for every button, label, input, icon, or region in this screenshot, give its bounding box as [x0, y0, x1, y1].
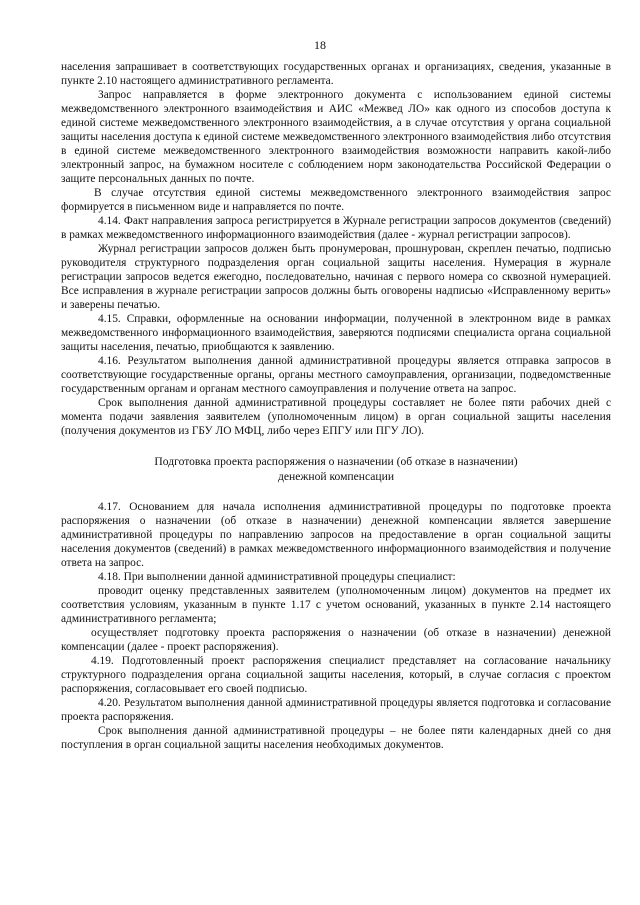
paragraph-request-form: Запрос направляется в форме электронного документа с использованием единой системы межведомственного электронного взаимодействия и АИС «Межвед ЛО» как одного из способов доступа к единой системе межведомственного электронного взаимодействия, а в случае отсутствия у органа социальной защиты населения доступа к единой системе межведомственного электронного взаимодействия либо отсутствия в единой системе межведомственного электронного взаимодействия возможности направить какой-либо электронный запрос, на бумажном носителе с соблюдением норм законодательства Российской Федерации о защите персональных данных по почте.: [61, 89, 611, 185]
paragraph-preparation: осуществляет подготовку проекта распоряжения о назначении (об отказе в назначении) денежной компенсации (далее - проект распоряжения).: [61, 627, 611, 653]
paragraph-deadline-1: Срок выполнения данной административной процедуры составляет не более пяти рабочих дней с момента подачи заявления заявителем (уполномоченным лицом) в орган социальной защиты населения (получения документов из ГБУ ЛО МФЦ, либо через ЕПГУ или ПГУ ЛО).: [61, 397, 611, 437]
paragraph-4-20: 4.20. Результатом выполнения данной административной процедуры является подготовка и согласование проекта распоряжения.: [61, 697, 611, 723]
paragraph-4-15: 4.15. Справки, оформленные на основании информации, полученной в электронном виде в рамках межведомственного информационного взаимодействия, заверяются подписями специалиста органа социальной защиты населения, печатью, приобщаются к заявлению.: [61, 313, 611, 353]
paragraph-4-18: 4.18. При выполнении данной административной процедуры специалист:: [98, 571, 456, 583]
document-body: [61, 60, 611, 752]
paragraph-4-19: 4.19. Подготовленный проект распоряжения специалист представляет на согласование начальнику структурного подразделения органа социальной защиты населения, который, в случае согласия с проектом распоряжения, согласовывает его своей подписью.: [61, 655, 611, 695]
paragraph-continuation: населения запрашивает в соответствующих государственных органах и организациях, сведения, указанные в пункте 2.10 настоящего административного регламента.: [61, 61, 611, 87]
section-heading: [61, 454, 611, 484]
section-heading-line-2: денежной компенсации: [277, 470, 395, 483]
paragraph-4-16: 4.16. Результатом выполнения данной административной процедуры является отправка запросов в соответствующие государственные органы, органы местного самоуправления, организации, подведомственные государственным органам и органам местного самоуправления и получение ответа на запрос.: [61, 355, 611, 395]
paragraph-4-17: 4.17. Основанием для начала исполнения административной процедуры по подготовке проекта распоряжения о назначении (об отказе в назначении) денежной компенсации является завершение административной процедуры по направлению запросов на предоставление в орган социальной защиты населения документов (сведений) в рамках межведомственного информационного взаимодействия и получение ответа на запрос.: [61, 501, 611, 569]
page-number: 18: [314, 38, 326, 52]
paragraph-journal: Журнал регистрации запросов должен быть пронумерован, прошнурован, скреплен печатью, подписью руководителя структурного подразделения орган социальной защиты населения. Нумерация в журнале регистрации запросов ведется ежегодно, последовательно, начиная с первого номера со сквозной нумерацией. Все исправления в журнале регистрации запросов должны быть оговорены надписью «Исправленному верить» и заверены печатью.: [61, 243, 611, 311]
paragraph-assessment: проводит оценку представленных заявителем (уполномоченным лицом) документов на предмет их соответствия условиям, указанным в пункте 1.17 с учетом оснований, указанных в пункте 2.14 настоящего административного регламента;: [61, 585, 611, 625]
paragraph-4-14: 4.14. Факт направления запроса регистрируется в Журнале регистрации запросов документов (сведений) в рамках межведомственного информационного взаимодействия (далее - журнал регистрации запросов).: [61, 215, 611, 241]
paragraph-deadline-2: Срок выполнения данной административной процедуры – не более пяти календарных дней со дня поступления в орган социальной защиты населения необходимых документов.: [61, 725, 611, 751]
section-heading-line-1: Подготовка проекта распоряжения о назначении (об отказе в назначении): [154, 455, 518, 468]
paragraph-no-system: В случае отсутствия единой системы межведомственного электронного взаимодействия запрос формируется в письменном виде и направляется по почте.: [61, 187, 611, 213]
